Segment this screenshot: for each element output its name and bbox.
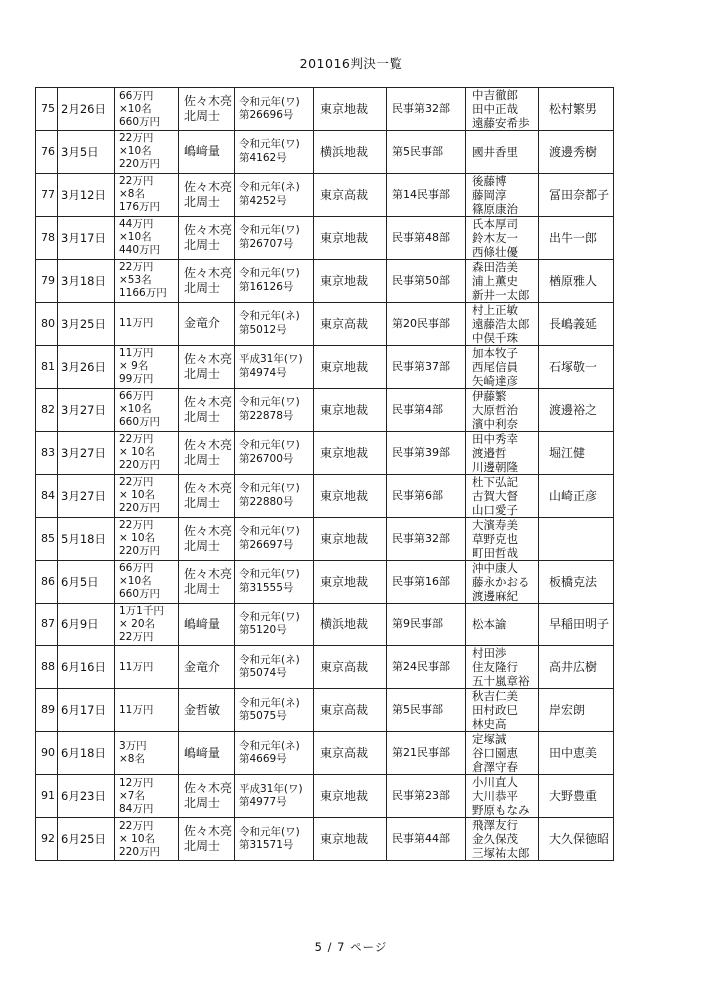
plaintiff-lawyer: 金竜介 [179,646,235,689]
plaintiff-name: 大久保徳昭 [539,818,614,861]
court-division: 民事第23部 [387,775,466,818]
judgment-date: 3月12日 [58,173,115,216]
court-division: 民事第32部 [387,517,466,560]
plaintiff-name: 山崎正彦 [539,474,614,517]
award-amount: 12万円 ×7名 84万円 [115,775,179,818]
plaintiff-lawyer: 嶋﨑量 [179,732,235,775]
case-number: 令和元年(ワ) 第31555号 [235,560,314,603]
plaintiff-name: 板橋克法 [539,560,614,603]
judges-names: 國井香里 [466,131,539,174]
award-amount: 11万円 [115,689,179,732]
row-number: 83 [36,431,58,474]
plaintiff-name: 高井広樹 [539,646,614,689]
case-number: 令和元年(ワ) 第22880号 [235,474,314,517]
plaintiff-name: 松村繁男 [539,88,614,131]
court-division: 第5民事部 [387,689,466,732]
row-number: 86 [36,560,58,603]
award-amount: 66万円 ×10名 660万円 [115,88,179,131]
award-amount: 1万1千円 × 20名 22万円 [115,603,179,646]
case-number: 令和元年(ワ) 第26697号 [235,517,314,560]
award-amount: 11万円 [115,302,179,345]
table-row [36,775,614,818]
case-number: 令和元年(ネ) 第5075号 [235,689,314,732]
table-row [36,603,614,646]
case-number: 令和元年(ワ) 第26696号 [235,88,314,131]
court-name: 横浜地裁 [314,603,387,646]
table-body [36,88,614,861]
plaintiff-name: 長嶋義延 [539,302,614,345]
judgment-date: 3月26日 [58,345,115,388]
case-number: 平成31年(ワ) 第4977号 [235,775,314,818]
judges-names: 小川直人 大川恭平 野原もなみ [466,775,539,818]
plaintiff-lawyer: 佐々木亮 北周士 [179,775,235,818]
table-row [36,474,614,517]
court-division: 第9民事部 [387,603,466,646]
row-number: 79 [36,259,58,302]
judgment-date: 5月18日 [58,517,115,560]
plaintiff-lawyer: 佐々木亮 北周士 [179,431,235,474]
judges-names: 飛澤友行 金久保茂 三塚祐太郎 [466,818,539,861]
award-amount: 22万円 × 10名 220万円 [115,818,179,861]
row-number: 84 [36,474,58,517]
judgment-date: 6月17日 [58,689,115,732]
court-name: 東京地裁 [314,818,387,861]
row-number: 90 [36,732,58,775]
judgment-date: 6月25日 [58,818,115,861]
case-number: 令和元年(ワ) 第26700号 [235,431,314,474]
case-number: 令和元年(ネ) 第4252号 [235,173,314,216]
row-number: 77 [36,173,58,216]
row-number: 89 [36,689,58,732]
judges-names: 沖中康人 藤永かおる 渡邊麻紀 [466,560,539,603]
row-number: 91 [36,775,58,818]
row-number: 80 [36,302,58,345]
table-row [36,732,614,775]
row-number: 81 [36,345,58,388]
award-amount: 22万円 ×10名 220万円 [115,131,179,174]
plaintiff-name: 冨田奈都子 [539,173,614,216]
table-row [36,345,614,388]
award-amount: 3万円 ×8名 [115,732,179,775]
court-division: 民事第16部 [387,560,466,603]
court-division: 民事第44部 [387,818,466,861]
award-amount: 22万円 × 10名 220万円 [115,474,179,517]
case-number: 平成31年(ワ) 第4974号 [235,345,314,388]
plaintiff-name: 早稲田明子 [539,603,614,646]
row-number: 85 [36,517,58,560]
court-name: 東京地裁 [314,345,387,388]
row-number: 82 [36,388,58,431]
plaintiff-lawyer: 佐々木亮 北周士 [179,173,235,216]
judgment-date: 3月18日 [58,259,115,302]
row-number: 88 [36,646,58,689]
court-name: 東京地裁 [314,775,387,818]
row-number: 92 [36,818,58,861]
award-amount: 11万円 × 9名 99万円 [115,345,179,388]
judges-names: 中吉徹郎 田中正哉 遠藤安希歩 [466,88,539,131]
plaintiff-name: 石塚敬一 [539,345,614,388]
court-name: 東京高裁 [314,173,387,216]
case-number: 令和元年(ワ) 第26707号 [235,216,314,259]
judges-names: 村上正敏 遠藤浩太郎 中俣千珠 [466,302,539,345]
plaintiff-name: 堀江健 [539,431,614,474]
judges-names: 松本諭 [466,603,539,646]
case-number: 令和元年(ネ) 第4669号 [235,732,314,775]
award-amount: 66万円 ×10名 660万円 [115,388,179,431]
plaintiff-lawyer: 佐々木亮 北周士 [179,259,235,302]
court-division: 民事第32部 [387,88,466,131]
judges-names: 加本牧子 西尾信員 矢崎達彦 [466,345,539,388]
court-division: 民事第50部 [387,259,466,302]
plaintiff-lawyer: 佐々木亮 北周士 [179,88,235,131]
table-row [36,88,614,131]
judgment-date: 3月25日 [58,302,115,345]
court-name: 東京地裁 [314,431,387,474]
page-title: 201016判決一覧 [299,56,403,71]
plaintiff-lawyer: 嶋﨑量 [179,603,235,646]
judges-names: 田中秀幸 渡邉哲 川邊朝隆 [466,431,539,474]
plaintiff-name: 渡邊裕之 [539,388,614,431]
case-number: 令和元年(ワ) 第5120号 [235,603,314,646]
judgment-date: 6月18日 [58,732,115,775]
court-division: 民事第48部 [387,216,466,259]
court-name: 東京地裁 [314,560,387,603]
plaintiff-lawyer: 佐々木亮 北周士 [179,560,235,603]
judgment-date: 3月5日 [58,131,115,174]
court-name: 東京高裁 [314,732,387,775]
judgment-date: 3月27日 [58,474,115,517]
judgment-date: 6月16日 [58,646,115,689]
table-row [36,173,614,216]
court-name: 東京地裁 [314,388,387,431]
plaintiff-name: 岸宏朗 [539,689,614,732]
court-division: 第14民事部 [387,173,466,216]
court-division: 第24民事部 [387,646,466,689]
award-amount: 22万円 ×53名 1166万円 [115,259,179,302]
award-amount: 22万円 ×8名 176万円 [115,173,179,216]
court-name: 東京地裁 [314,517,387,560]
court-name: 東京高裁 [314,302,387,345]
award-amount: 22万円 × 10名 220万円 [115,517,179,560]
award-amount: 22万円 × 10名 220万円 [115,431,179,474]
plaintiff-lawyer: 佐々木亮 北周士 [179,345,235,388]
table-row [36,302,614,345]
judgment-date: 6月9日 [58,603,115,646]
court-division: 民事第39部 [387,431,466,474]
judges-names: 定塚誠 谷口園恵 倉澤守春 [466,732,539,775]
judges-names: 氏本厚司 鈴木友一 西條壮優 [466,216,539,259]
court-name: 東京高裁 [314,689,387,732]
table-row [36,689,614,732]
plaintiff-lawyer: 佐々木亮 北周士 [179,388,235,431]
table-row [36,517,614,560]
judges-names: 後藤博 藤岡淳 篠原康治 [466,173,539,216]
plaintiff-lawyer: 金竜介 [179,302,235,345]
plaintiff-name: 大野豊重 [539,775,614,818]
award-amount: 11万円 [115,646,179,689]
plaintiff-name [539,517,614,560]
judgment-date: 3月17日 [58,216,115,259]
plaintiff-name: 渡邊秀樹 [539,131,614,174]
table-row [36,818,614,861]
row-number: 78 [36,216,58,259]
court-name: 東京地裁 [314,259,387,302]
award-amount: 66万円 ×10名 660万円 [115,560,179,603]
court-division: 民事第37部 [387,345,466,388]
table-row [36,560,614,603]
plaintiff-lawyer: 金哲敏 [179,689,235,732]
judgment-date: 2月26日 [58,88,115,131]
court-name: 横浜地裁 [314,131,387,174]
case-number: 令和元年(ワ) 第16126号 [235,259,314,302]
judges-names: 森田浩美 浦上薫史 新井一太郎 [466,259,539,302]
table-row [36,131,614,174]
court-name: 東京地裁 [314,216,387,259]
plaintiff-lawyer: 嶋﨑量 [179,131,235,174]
court-name: 東京地裁 [314,474,387,517]
judgment-date: 3月27日 [58,388,115,431]
plaintiff-name: 田中恵美 [539,732,614,775]
plaintiff-lawyer: 佐々木亮 北周士 [179,216,235,259]
court-name: 東京高裁 [314,646,387,689]
table-row [36,216,614,259]
table-row [36,431,614,474]
court-division: 第20民事部 [387,302,466,345]
court-division: 第5民事部 [387,131,466,174]
case-number: 令和元年(ネ) 第5074号 [235,646,314,689]
judgment-date: 6月5日 [58,560,115,603]
court-division: 第21民事部 [387,732,466,775]
judges-names: 杜下弘記 古賀大督 山口愛子 [466,474,539,517]
case-number: 令和元年(ワ) 第4162号 [235,131,314,174]
plaintiff-lawyer: 佐々木亮 北周士 [179,474,235,517]
page-footer: 5 / 7 ページ [314,940,388,954]
case-number: 令和元年(ワ) 第22878号 [235,388,314,431]
judges-names: 村田渉 住友隆行 五十嵐章裕 [466,646,539,689]
judges-names: 秋吉仁美 田村政巳 林史高 [466,689,539,732]
court-name: 東京地裁 [314,88,387,131]
row-number: 76 [36,131,58,174]
court-division: 民事第6部 [387,474,466,517]
plaintiff-lawyer: 佐々木亮 北周士 [179,818,235,861]
row-number: 87 [36,603,58,646]
judges-names: 伊藤繁 大原哲治 濱中利奈 [466,388,539,431]
judgment-date: 3月27日 [58,431,115,474]
row-number: 75 [36,88,58,131]
plaintiff-lawyer: 佐々木亮 北周士 [179,517,235,560]
table-row [36,259,614,302]
case-number: 令和元年(ワ) 第31571号 [235,818,314,861]
case-number: 令和元年(ネ) 第5012号 [235,302,314,345]
table-row [36,646,614,689]
plaintiff-name: 出牛一郎 [539,216,614,259]
award-amount: 44万円 ×10名 440万円 [115,216,179,259]
judgment-table [35,87,614,861]
court-division: 民事第4部 [387,388,466,431]
table-row [36,388,614,431]
judges-names: 大濱寿美 草野克也 町田哲哉 [466,517,539,560]
plaintiff-name: 楢原雅人 [539,259,614,302]
judgment-date: 6月23日 [58,775,115,818]
